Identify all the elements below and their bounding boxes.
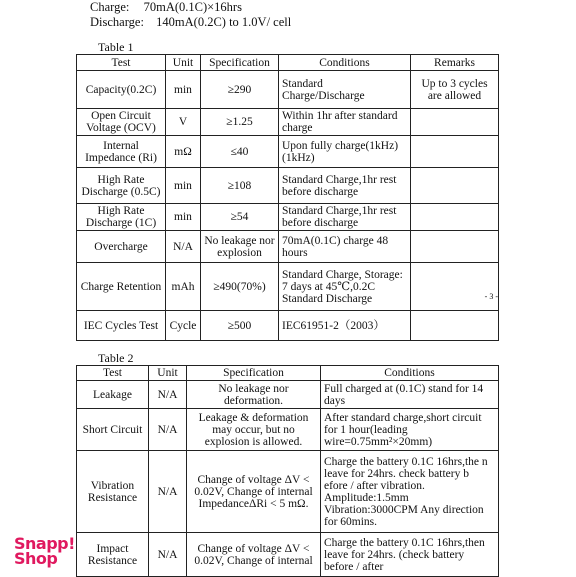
table1-header-spec: Specification — [201, 55, 279, 71]
unit-cell: V — [166, 109, 201, 136]
remarks-cell — [411, 311, 499, 341]
table-row — [77, 451, 499, 533]
discharge-value: 140mA(0.2C) to 1.0V/ cell — [156, 15, 292, 29]
table-row — [77, 136, 499, 168]
table-row — [77, 409, 499, 451]
test-cell: Overcharge — [77, 231, 166, 263]
remarks-cell — [411, 109, 499, 136]
conditions-cell: Charge the battery 0.1C 16hrs,the n leave for 24hrs. check battery b efore / after vibration. Amplitude:1.5mm Vibration:3000CPM Any direction for 60mins. — [321, 451, 499, 533]
logo-line-2: Shop — [14, 549, 58, 568]
unit-cell: N/A — [149, 381, 187, 409]
table-row — [77, 109, 499, 136]
test-cell: High Rate Discharge (1C) — [77, 204, 166, 231]
remarks-cell — [411, 263, 499, 311]
conditions-cell: IEC61951-2（2003） — [279, 311, 411, 341]
table2 — [76, 365, 499, 577]
table2-header-test: Test — [77, 366, 149, 381]
conditions-cell: Full charged at (0.1C) stand for 14 days — [321, 381, 499, 409]
test-cell: Impact Resistance — [77, 533, 149, 577]
spec-cell: Change of voltage ΔV < 0.02V, Change of internal — [187, 533, 321, 577]
remarks-cell — [411, 231, 499, 263]
table2-header-spec: Specification — [187, 366, 321, 381]
table-row — [77, 71, 499, 109]
spec-cell: Change of voltage ΔV < 0.02V, Change of internal ImpedanceΔRi < 5 mΩ. — [187, 451, 321, 533]
table1-header-unit: Unit — [166, 55, 201, 71]
test-cell: Capacity(0.2C) — [77, 71, 166, 109]
remarks-cell: Up to 3 cycles are allowed — [411, 71, 499, 109]
conditions-cell: After standard charge,short circuit for 1 hour(leading wire=0.75mm²×20mm) — [321, 409, 499, 451]
table-row — [77, 381, 499, 409]
spec-cell: ≥490(70%) — [201, 263, 279, 311]
conditions-cell: Charge the battery 0.1C 16hrs,then leave for 24hrs. (check battery before / after — [321, 533, 499, 577]
spec-cell: ≥108 — [201, 168, 279, 204]
charge-value: 70mA(0.1C)×16hrs — [143, 0, 242, 14]
unit-cell: Cycle — [166, 311, 201, 341]
test-cell: Open Circuit Voltage (OCV) — [77, 109, 166, 136]
conditions-cell: Standard Charge/Discharge — [279, 71, 411, 109]
table-row — [77, 168, 499, 204]
test-cell: Vibration Resistance — [77, 451, 149, 533]
unit-cell: min — [166, 71, 201, 109]
unit-cell: N/A — [166, 231, 201, 263]
table1-header-remarks: Remarks — [411, 55, 499, 71]
table2-caption: Table 2 — [98, 351, 134, 365]
spec-cell: No leakage nor deformation. — [187, 381, 321, 409]
unit-cell: N/A — [149, 409, 187, 451]
unit-cell: N/A — [149, 451, 187, 533]
unit-cell: min — [166, 168, 201, 204]
charge-line — [90, 0, 242, 15]
test-cell: Leakage — [77, 381, 149, 409]
table2-header-unit: Unit — [149, 366, 187, 381]
conditions-cell: 70mA(0.1C) charge 48 hours — [279, 231, 411, 263]
unit-cell: N/A — [149, 533, 187, 577]
test-cell: High Rate Discharge (0.5C) — [77, 168, 166, 204]
unit-cell: mΩ — [166, 136, 201, 168]
table1 — [76, 54, 499, 341]
page-number: - 3 - — [484, 292, 498, 301]
discharge-label: Discharge: — [90, 15, 144, 29]
discharge-line — [90, 15, 291, 30]
spec-cell: ≥1.25 — [201, 109, 279, 136]
table1-header-row — [77, 55, 499, 71]
remarks-cell — [411, 204, 499, 231]
table-row — [77, 204, 499, 231]
spec-cell: No leakage nor explosion — [201, 231, 279, 263]
logo-line-1: Snapp! — [14, 534, 75, 553]
table2-header-row — [77, 366, 499, 381]
table-row — [77, 311, 499, 341]
test-cell: IEC Cycles Test — [77, 311, 166, 341]
unit-cell: mAh — [166, 263, 201, 311]
snappshop-logo — [14, 536, 75, 566]
unit-cell: min — [166, 204, 201, 231]
charge-label: Charge: — [90, 0, 130, 14]
test-cell: Short Circuit — [77, 409, 149, 451]
table-row — [77, 533, 499, 577]
conditions-cell: Upon fully charge(1kHz) (1kHz) — [279, 136, 411, 168]
test-cell: Internal Impedance (Ri) — [77, 136, 166, 168]
spec-cell: ≥500 — [201, 311, 279, 341]
conditions-cell: Standard Charge,1hr rest before discharge — [279, 168, 411, 204]
table1-header-conditions: Conditions — [279, 55, 411, 71]
conditions-cell: Standard Charge, Storage: 7 days at 45℃,0.2C Standard Discharge — [279, 263, 411, 311]
table-row — [77, 263, 499, 311]
conditions-cell: Within 1hr after standard charge — [279, 109, 411, 136]
remarks-cell — [411, 136, 499, 168]
table-row — [77, 231, 499, 263]
spec-cell: ≥54 — [201, 204, 279, 231]
remarks-cell — [411, 168, 499, 204]
conditions-cell: Standard Charge,1hr rest before discharge — [279, 204, 411, 231]
spec-cell: ≥290 — [201, 71, 279, 109]
table1-caption: Table 1 — [98, 40, 134, 54]
spec-cell: Leakage & deformation may occur, but no explosion is allowed. — [187, 409, 321, 451]
spec-cell: ≤40 — [201, 136, 279, 168]
table2-header-conditions: Conditions — [321, 366, 499, 381]
test-cell: Charge Retention — [77, 263, 166, 311]
table1-header-test: Test — [77, 55, 166, 71]
